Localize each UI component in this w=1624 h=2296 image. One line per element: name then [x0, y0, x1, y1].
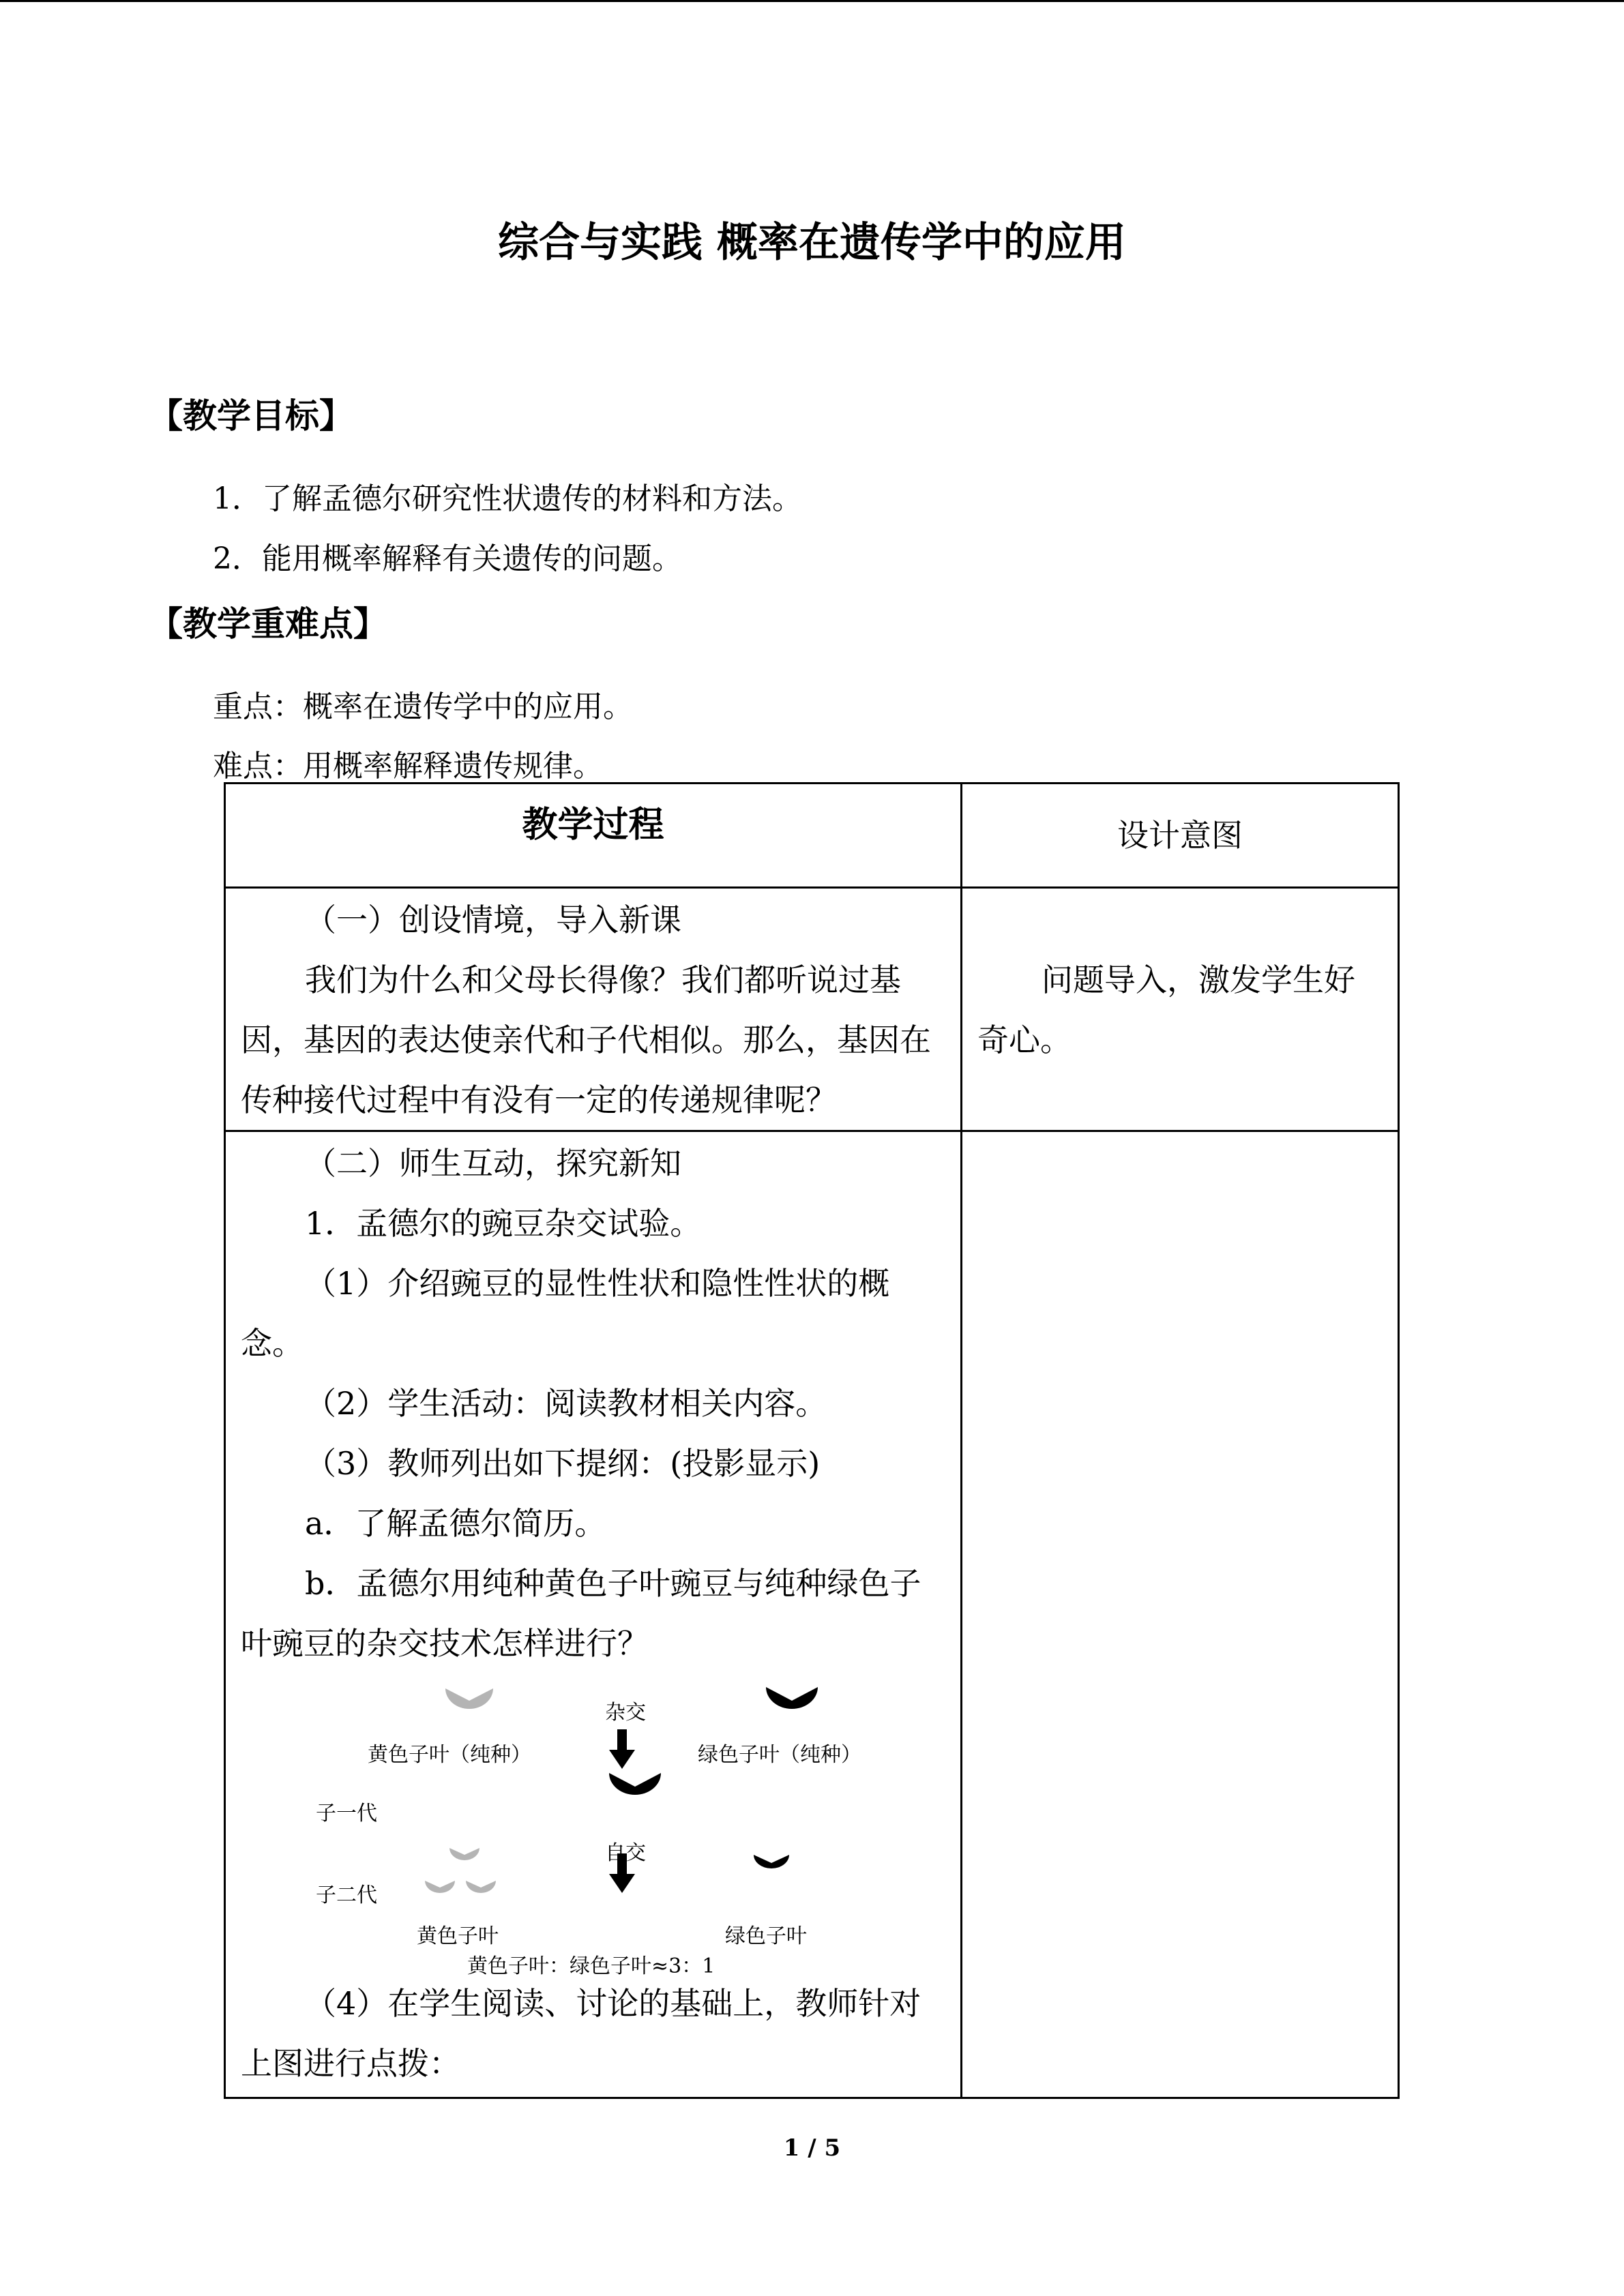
paragraph: （2）学生活动：阅读教材相关内容。	[305, 1385, 827, 1422]
f2-yellow-pea	[466, 1881, 496, 1893]
paragraph: （3）教师列出如下提纲：(投影显示)	[305, 1445, 821, 1482]
f2-yellow-label: 黄色子叶	[417, 1924, 499, 1948]
arrow-1-head	[609, 1750, 635, 1769]
f2-green-label: 绿色子叶	[725, 1924, 807, 1948]
self-label: 自交	[605, 1841, 646, 1865]
paragraph: a．了解孟德尔简历。	[305, 1505, 606, 1542]
goal-item-1: 1．了解孟德尔研究性状遗传的材料和方法。	[213, 481, 802, 516]
f1-pea	[609, 1773, 661, 1795]
row1-process	[225, 888, 962, 1131]
intent-text: 问题导入，激发学生好奇心。	[977, 961, 1355, 1058]
ratio-label: 黄色子叶：绿色子叶≈3：1	[467, 1954, 715, 1978]
f2-yellow-pea	[449, 1848, 479, 1860]
cross-label: 杂交	[605, 1701, 646, 1725]
paragraph: （1）介绍豌豆的显性性状和隐性性状的概念。	[241, 1265, 890, 1362]
paragraph: 我们为什么和父母长得像？我们都听说过基因，基因的表达使亲代和子代相似。那么，基因在传种接代过程中有没有一定的传递规律呢？	[241, 961, 931, 1118]
f2-yellow-pea	[425, 1881, 455, 1893]
f1-label: 子一代	[316, 1802, 377, 1825]
green-pure-label: 绿色子叶（纯种）	[698, 1743, 861, 1767]
top-rule	[0, 0, 1624, 2]
f2-green-pea	[754, 1855, 789, 1868]
green-pea-parent	[766, 1687, 818, 1709]
section-title: （二）师生互动，探究新知	[305, 1145, 681, 1182]
yellow-pea-parent	[445, 1688, 493, 1709]
row2-intent	[962, 1131, 1399, 2098]
col-header-process: 教学过程	[225, 784, 962, 888]
section-title: （一）创设情境，导入新课	[305, 901, 681, 938]
difficult-point: 难点：用概率解释遗传规律。	[213, 749, 603, 784]
key-points-heading: 【教学重难点】	[149, 604, 387, 644]
paragraph: 1．孟德尔的豌豆杂交试验。	[305, 1205, 702, 1242]
key-point: 重点：概率在遗传学中的应用。	[213, 689, 633, 724]
goals-heading: 【教学目标】	[149, 396, 353, 436]
yellow-pure-label: 黄色子叶（纯种）	[368, 1743, 531, 1767]
goal-item-2: 2．能用概率解释有关遗传的问题。	[213, 541, 682, 576]
paragraph: （4）在学生阅读、讨论的基础上，教师针对上图进行点拨：	[241, 1985, 921, 2082]
row1-intent	[962, 888, 1399, 1131]
row2-process	[225, 1131, 962, 2098]
paragraph: b．孟德尔用纯种黄色子叶豌豆与纯种绿色子叶豌豆的杂交技术怎样进行？	[241, 1565, 921, 1662]
col-header-intent: 设计意图	[962, 784, 1399, 888]
f2-label: 子二代	[316, 1883, 377, 1907]
page-title: 综合与实践 概率在遗传学中的应用	[498, 219, 1126, 267]
page-number: 1 / 5	[783, 2134, 841, 2162]
lesson-table	[224, 782, 1400, 2099]
cross-diagram	[241, 1673, 943, 1978]
